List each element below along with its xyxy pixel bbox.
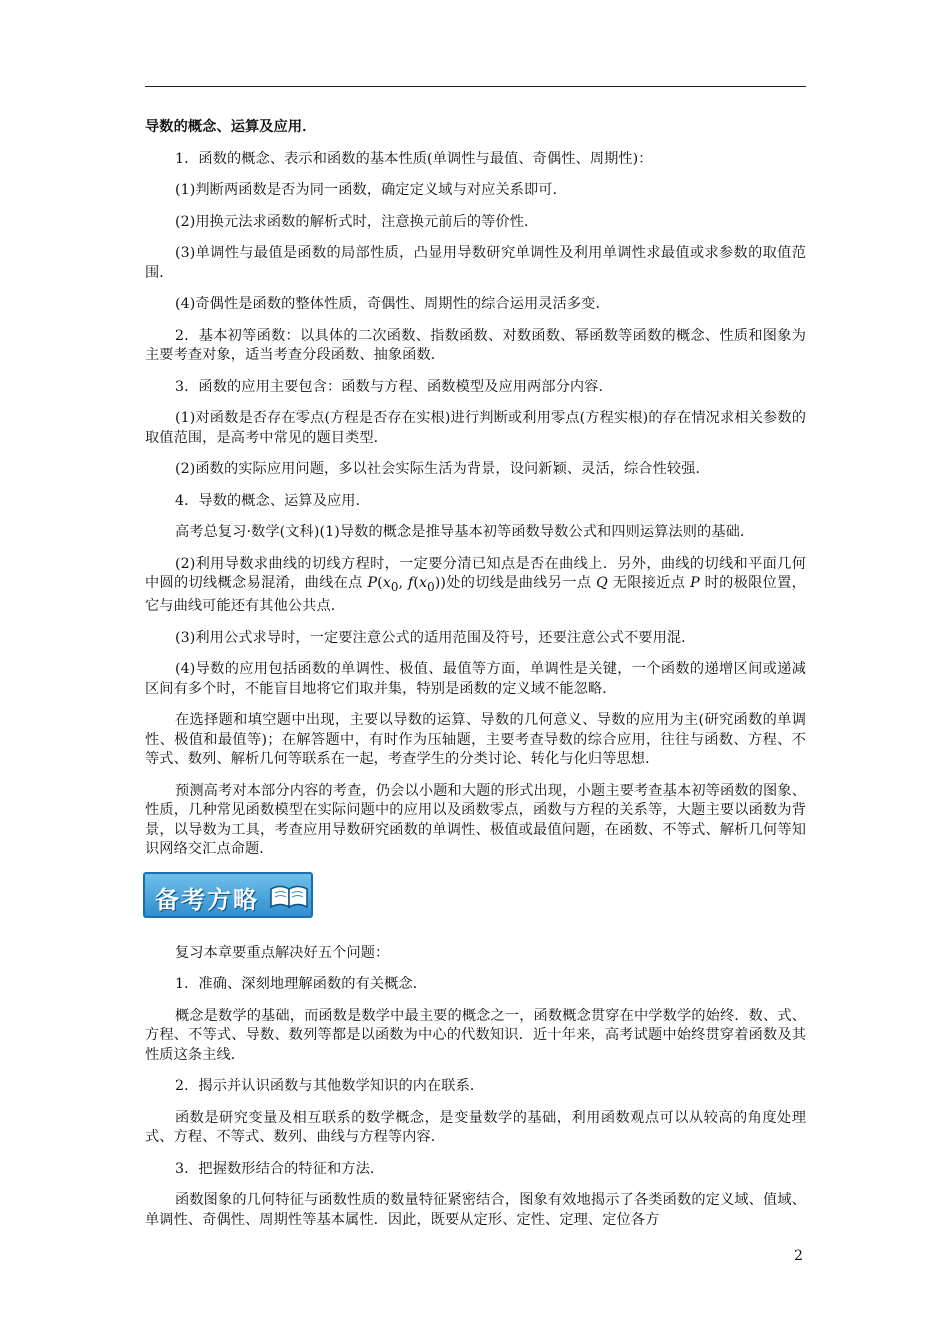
paragraph: 函数是研究变量及相互联系的数学概念，是变量数学的基础，利用函数观点可以从较高的角度处理式、方程、不等式、数列、曲线与方程等内容． [145,1109,806,1146]
page-number: 2 [794,1248,803,1264]
paragraph: 复习本章要重点解决好五个问题： [175,944,390,961]
section-banner [143,872,313,918]
section-heading: 导数的概念、运算及应用． [145,119,317,135]
paragraph: (3)单调性与最值是函数的局部性质，凸显用导数研究单调性及利用单调性求最值或求参数的取值范围． [145,245,806,281]
paragraph: (4)奇偶性是函数的整体性质，奇偶性、周期性的综合运用灵活多变． [175,296,610,312]
paragraph: (2)函数的实际应用问题，多以社会实际生活为背景，设问新颖、灵活，综合性较强． [175,461,710,477]
paragraph: 4．导数的概念、运算及应用． [175,492,370,509]
paragraph: (4)导数的应用包括函数的单调性、极值、最值等方面，单调性是关键，一个函数的递增区间或递减区间有多个时，不能盲目地将它们取并集，特别是函数的定义域不能忽略． [145,661,806,697]
paragraph-tangent: (2)利用导数求曲线的切线方程时，一定要分清已知点是否在曲线上．另外，曲线的切线和平面几何中圆的切线概念易混淆，曲线在点 $P(x_0$, $f(x_0)$)处的切线是曲线另一点 Q 无限接近点 P 时的极限位置，它与曲线可能还有其他公共点． [145,555,806,615]
paragraph: 1．准确、深刻地理解函数的有关概念． [175,976,428,993]
banner-title: 备考方略 [155,885,259,914]
header-rule [145,86,806,87]
paragraph: 高考总复习·数学(文科)(1)导数的概念是推导基本初等函数导数公式和四则运算法则的基础． [175,524,755,540]
paragraph: (2)用换元法求函数的解析式时，注意换元前后的等价性． [175,213,539,230]
paragraph: 2．基本初等函数：以具体的二次函数、指数函数、对数函数、幂函数等函数的概念、性质和图象为主要考查对象，适当考查分段函数、抽象函数． [145,327,806,363]
paragraph: 概念是数学的基础，而函数是数学中最主要的概念之一，函数概念贯穿在中学数学的始终．数、式、方程、不等式、导数、数列等都是以函数为中心的代数知识．近十年来，高考试题中始终贯穿着函数及其性质这条主线． [145,1007,806,1063]
paragraph: (1)对函数是否存在零点(方程是否存在实根)进行判断或利用零点(方程实根)的存在情况求相关参数的取值范围，是高考中常见的题目类型． [145,410,806,446]
paragraph: 函数图象的几何特征与函数性质的数量特征紧密结合，图象有效地揭示了各类函数的定义域、值域、单调性、奇偶性、周期性等基本属性．因此，既要从定形、定性、定理、定位各方 [145,1192,806,1228]
paragraph: 1．函数的概念、表示和函数的基本性质(单调性与最值、奇偶性、周期性)： [175,150,653,167]
paragraph: (1)判断两函数是否为同一函数，确定定义域与对应关系即可． [175,182,567,198]
paragraph: 预测高考对本部分内容的考查，仍会以小题和大题的形式出现，小题主要考查基本初等函数的图象、性质，几种常见函数模型在实际问题中的应用以及函数零点，函数与方程的关系等，大题主要以函数为背景，以导数为工具，考查应用导数研究函数的单调性、极值或最值问题，在函数、不等式、解析几何等知识网络交汇点命题． [145,782,806,858]
paragraph: 3．函数的应用主要包含：函数与方程、函数模型及应用两部分内容． [175,378,613,395]
paragraph: 在选择题和填空题中出现，主要以导数的运算、导数的几何意义、导数的应用为主(研究函数的单调性、极值和最值等)；在解答题中，有时作为压轴题，主要考查导数的综合应用，往往与函数、方程、不等式、数列、解析几何等联系在一起，考查学生的分类讨论、转化与化归等思想． [145,712,806,768]
paragraph: 2．揭示并认识函数与其他数学知识的内在联系． [175,1078,485,1095]
open-book-icon [269,883,309,909]
page-content [145,118,806,1230]
paragraph: (3)利用公式求导时，一定要注意公式的适用范围及符号，还要注意公式不要用混． [175,629,696,646]
paragraph: 3．把握数形结合的特征和方法． [175,1160,385,1177]
